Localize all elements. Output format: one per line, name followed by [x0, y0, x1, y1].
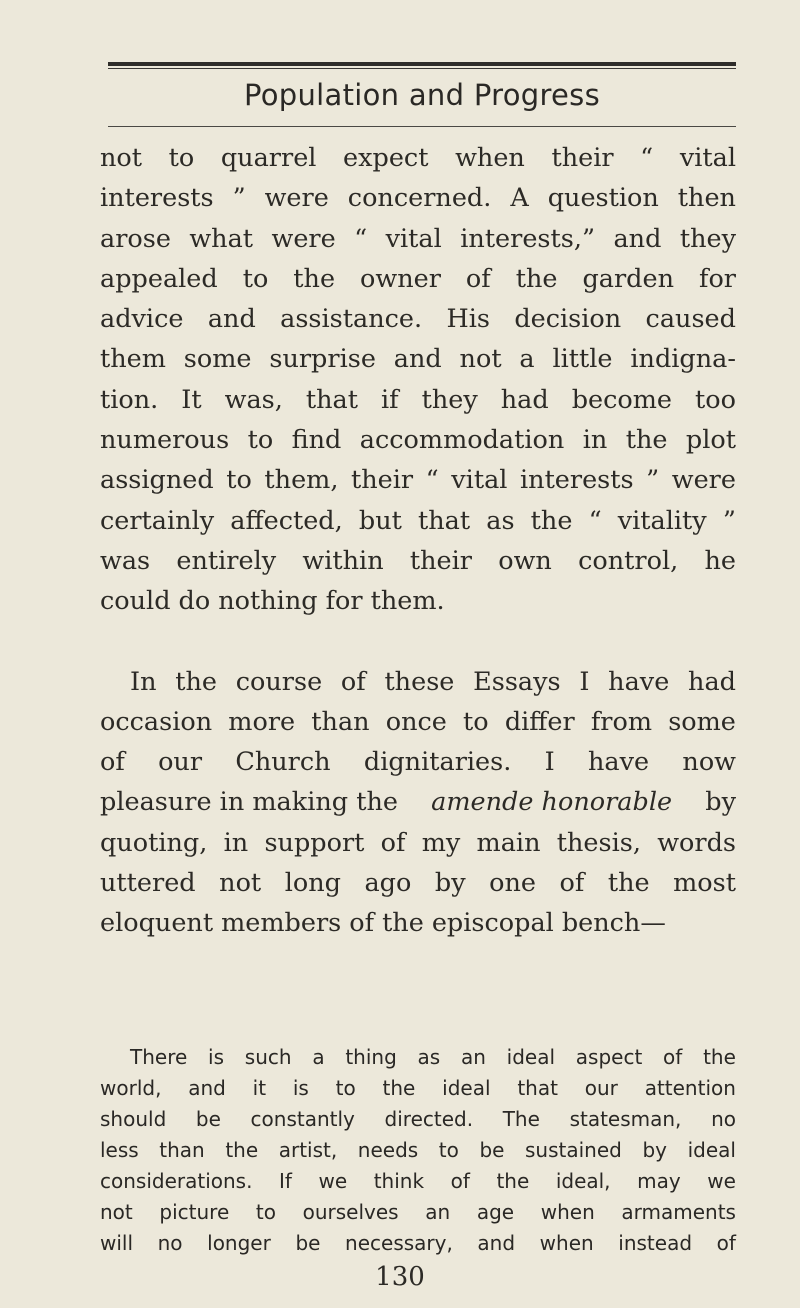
word: main [476, 827, 541, 858]
word: vital [385, 223, 442, 254]
word: by [642, 1138, 667, 1162]
text-line [100, 541, 736, 581]
word: to [255, 1200, 276, 1224]
word: aspect [575, 1045, 643, 1069]
word: not [219, 868, 262, 899]
word: of [380, 827, 406, 858]
word: for [699, 263, 736, 294]
word: constantly [250, 1107, 355, 1131]
text-line [100, 1073, 736, 1104]
word: If [279, 1169, 292, 1193]
word: age [476, 1200, 515, 1224]
word: of [663, 1045, 683, 1069]
word: we [318, 1169, 348, 1193]
word: one [489, 868, 536, 899]
word: too [695, 384, 736, 415]
word: of [465, 263, 491, 294]
text-line [100, 219, 736, 259]
word: they [679, 223, 736, 254]
word: them [100, 344, 166, 375]
word: is [208, 1045, 225, 1069]
word: and [207, 304, 256, 335]
word: find [291, 425, 342, 456]
word: of [349, 908, 375, 939]
text-line [100, 1197, 736, 1228]
word: Essays [473, 666, 561, 697]
text-line [100, 903, 736, 943]
word: most [673, 868, 736, 899]
word: sustained [525, 1138, 622, 1162]
line-segment: by [705, 787, 736, 818]
word: think [373, 1169, 425, 1193]
word: vital [451, 465, 508, 496]
header-rule-thick [108, 62, 736, 66]
word: our [584, 1076, 618, 1100]
text-line [100, 501, 736, 541]
word: interests [100, 183, 214, 214]
word: of [100, 747, 125, 778]
word: had [688, 666, 736, 697]
word: my [421, 827, 461, 858]
word: were [271, 223, 336, 254]
word: ideal [687, 1138, 736, 1162]
word: now [682, 747, 736, 778]
word: vitality [617, 505, 707, 536]
word: the [225, 1138, 259, 1162]
word: was [100, 545, 151, 576]
word: ideal [506, 1045, 556, 1069]
word: owner [360, 263, 441, 294]
word: numerous [100, 425, 230, 456]
word: may [637, 1169, 681, 1193]
word: and [393, 344, 442, 375]
word: words [657, 827, 736, 858]
word: a [519, 344, 535, 375]
word: have [608, 666, 670, 697]
word: long [284, 868, 341, 899]
word: in [582, 425, 608, 456]
word: dignitaries. [363, 747, 512, 778]
word: we [707, 1169, 736, 1193]
word: the [382, 908, 424, 939]
word: tion. [100, 384, 159, 415]
word: thesis, [556, 827, 641, 858]
word: interests [519, 465, 634, 496]
word: support [264, 827, 365, 858]
word: for [325, 586, 363, 617]
word: “ [588, 505, 602, 536]
paragraph-gap [100, 622, 736, 662]
block-quote [100, 1042, 736, 1259]
word: vital [679, 143, 736, 173]
word: In [130, 666, 157, 697]
word: could [100, 586, 171, 617]
word: eloquent [100, 908, 214, 939]
page-number: 130 [375, 1262, 425, 1292]
word: less [100, 1138, 139, 1162]
word: certainly [100, 505, 215, 536]
text-line [100, 1104, 736, 1135]
word: advice [100, 304, 184, 335]
paragraph-2 [100, 662, 736, 944]
word: surprise [269, 344, 376, 375]
text-line [100, 863, 736, 903]
body-text [100, 138, 736, 944]
word: I [544, 747, 555, 778]
word: There [130, 1045, 188, 1069]
word: some [183, 344, 252, 375]
word: is [292, 1076, 309, 1100]
word: ago [364, 868, 412, 899]
word: an [460, 1045, 486, 1069]
word: should [100, 1107, 167, 1131]
word: Church [235, 747, 331, 778]
word: differ [504, 706, 575, 737]
word: the [293, 263, 336, 294]
word: have [587, 747, 650, 778]
word: thing [345, 1045, 397, 1069]
word: than [159, 1138, 205, 1162]
word: plot [685, 425, 736, 456]
word: they [421, 384, 478, 415]
word: had [500, 384, 549, 415]
word: an [425, 1200, 451, 1224]
word: accommodation [359, 425, 565, 456]
word: caused [645, 304, 736, 335]
word: that [517, 1076, 558, 1100]
word: such [244, 1045, 292, 1069]
word: members [221, 908, 342, 939]
word: be [295, 1231, 321, 1255]
text-line [100, 460, 736, 500]
word: be [479, 1138, 505, 1162]
word: quoting, [100, 827, 208, 858]
word: them, [264, 465, 339, 496]
text-line [100, 1135, 736, 1166]
word: in [223, 827, 249, 858]
word: It [181, 384, 202, 415]
word: expect [343, 143, 429, 173]
word: he [704, 545, 736, 576]
word: will [100, 1231, 134, 1255]
text-line [100, 1166, 736, 1197]
word: uttered [100, 868, 196, 899]
word: to [247, 425, 274, 456]
word: appealed [100, 263, 218, 294]
word: than [311, 706, 370, 737]
text-line [100, 1228, 736, 1259]
word: ” [722, 505, 736, 536]
word: bench— [561, 908, 666, 939]
word: to [226, 465, 252, 496]
word: episcopal [431, 908, 554, 939]
word: “ [425, 465, 439, 496]
word: not [100, 143, 143, 173]
word: course [235, 666, 323, 697]
word: not [459, 344, 502, 375]
word: nothing [218, 586, 318, 617]
word: entirely [176, 545, 277, 576]
word: question [547, 183, 659, 214]
word: and [188, 1076, 226, 1100]
word: the [496, 1169, 530, 1193]
text-line [100, 299, 736, 339]
text-line [100, 782, 736, 822]
word: no [711, 1107, 736, 1131]
word: were [264, 183, 329, 214]
word: attention [644, 1076, 736, 1100]
word: considerations. [100, 1169, 253, 1193]
word: instead [618, 1231, 693, 1255]
word: world, [100, 1076, 162, 1100]
word: as [486, 505, 515, 536]
text-line [100, 380, 736, 420]
word: ” [646, 465, 660, 496]
word: statesman, [569, 1107, 682, 1131]
word: as [417, 1045, 441, 1069]
paragraph-1 [100, 138, 736, 622]
word: indigna- [630, 344, 736, 375]
word: necessary, [345, 1231, 453, 1255]
word: concerned. [347, 183, 492, 214]
text-line [100, 1042, 736, 1073]
word: the [515, 263, 558, 294]
word: then [677, 183, 736, 214]
word: artist, [278, 1138, 338, 1162]
word: ” [232, 183, 246, 214]
word: to [438, 1138, 459, 1162]
word: them. [370, 586, 445, 617]
word: to [335, 1076, 356, 1100]
word: quarrel [220, 143, 317, 173]
word: and [613, 223, 662, 254]
word: the [703, 1045, 736, 1069]
word: that [418, 505, 471, 536]
text-line [100, 581, 736, 621]
word: our [158, 747, 203, 778]
word: these [384, 666, 455, 697]
word: some [668, 706, 736, 737]
text-line [100, 420, 736, 460]
word: “ [640, 143, 654, 173]
word: were [671, 465, 736, 496]
word: that [305, 384, 358, 415]
word: their [551, 143, 614, 173]
text-line [100, 259, 736, 299]
word: I [579, 666, 590, 697]
word: more [228, 706, 296, 737]
word: the [607, 868, 650, 899]
text-line [100, 662, 736, 702]
word: within [302, 545, 384, 576]
word: own [498, 545, 552, 576]
word: assistance. [280, 304, 423, 335]
word: and [477, 1231, 516, 1255]
word: if [380, 384, 399, 415]
word: their [409, 545, 472, 576]
text-line [100, 702, 736, 742]
text-line [100, 178, 736, 218]
word: when [539, 1231, 594, 1255]
line-segment: pleasure in making the [100, 787, 398, 818]
word: of [450, 1169, 470, 1193]
word: assigned [100, 465, 214, 496]
word: interests,” [460, 223, 595, 254]
word: was, [224, 384, 283, 415]
word: of [716, 1231, 736, 1255]
text-line [100, 339, 736, 379]
word: a [312, 1045, 325, 1069]
word: garden [582, 263, 675, 294]
word: become [571, 384, 673, 415]
running-head: Population and Progress [243, 78, 601, 112]
word: of [340, 666, 366, 697]
word: affected, [230, 505, 343, 536]
word: the [625, 425, 668, 456]
word: what [189, 223, 254, 254]
word: directed. [384, 1107, 474, 1131]
word: once [385, 706, 447, 737]
word: little [552, 344, 613, 375]
word: but [358, 505, 402, 536]
text-line [100, 138, 736, 178]
word: from [590, 706, 653, 737]
word: by [434, 868, 466, 899]
word: to [242, 263, 269, 294]
word: it [252, 1076, 267, 1100]
word: His [446, 304, 490, 335]
word: “ [354, 223, 368, 254]
word: the [530, 505, 573, 536]
word: when [455, 143, 525, 173]
word: longer [207, 1231, 271, 1255]
word: control, [578, 545, 679, 576]
word: A [510, 183, 529, 214]
word: their [351, 465, 414, 496]
word: armaments [621, 1200, 736, 1224]
header-underline [108, 126, 736, 127]
word: needs [357, 1138, 419, 1162]
word: decision [514, 304, 622, 335]
word: picture [159, 1200, 230, 1224]
word: The [502, 1107, 540, 1131]
word: the [382, 1076, 416, 1100]
word: when [540, 1200, 595, 1224]
word: occasion [100, 706, 213, 737]
word: arose [100, 223, 171, 254]
word: to [463, 706, 489, 737]
header-rule-thin [108, 68, 736, 69]
word: to [168, 143, 195, 173]
italic-phrase: amende honorable [431, 787, 673, 818]
word: be [195, 1107, 221, 1131]
word: ourselves [302, 1200, 399, 1224]
word: do [178, 586, 211, 617]
word: ideal [442, 1076, 491, 1100]
text-line [100, 742, 736, 782]
word: no [157, 1231, 183, 1255]
text-line [100, 823, 736, 863]
word: of [559, 868, 585, 899]
word: not [100, 1200, 133, 1224]
word: ideal, [555, 1169, 611, 1193]
word: the [175, 666, 217, 697]
